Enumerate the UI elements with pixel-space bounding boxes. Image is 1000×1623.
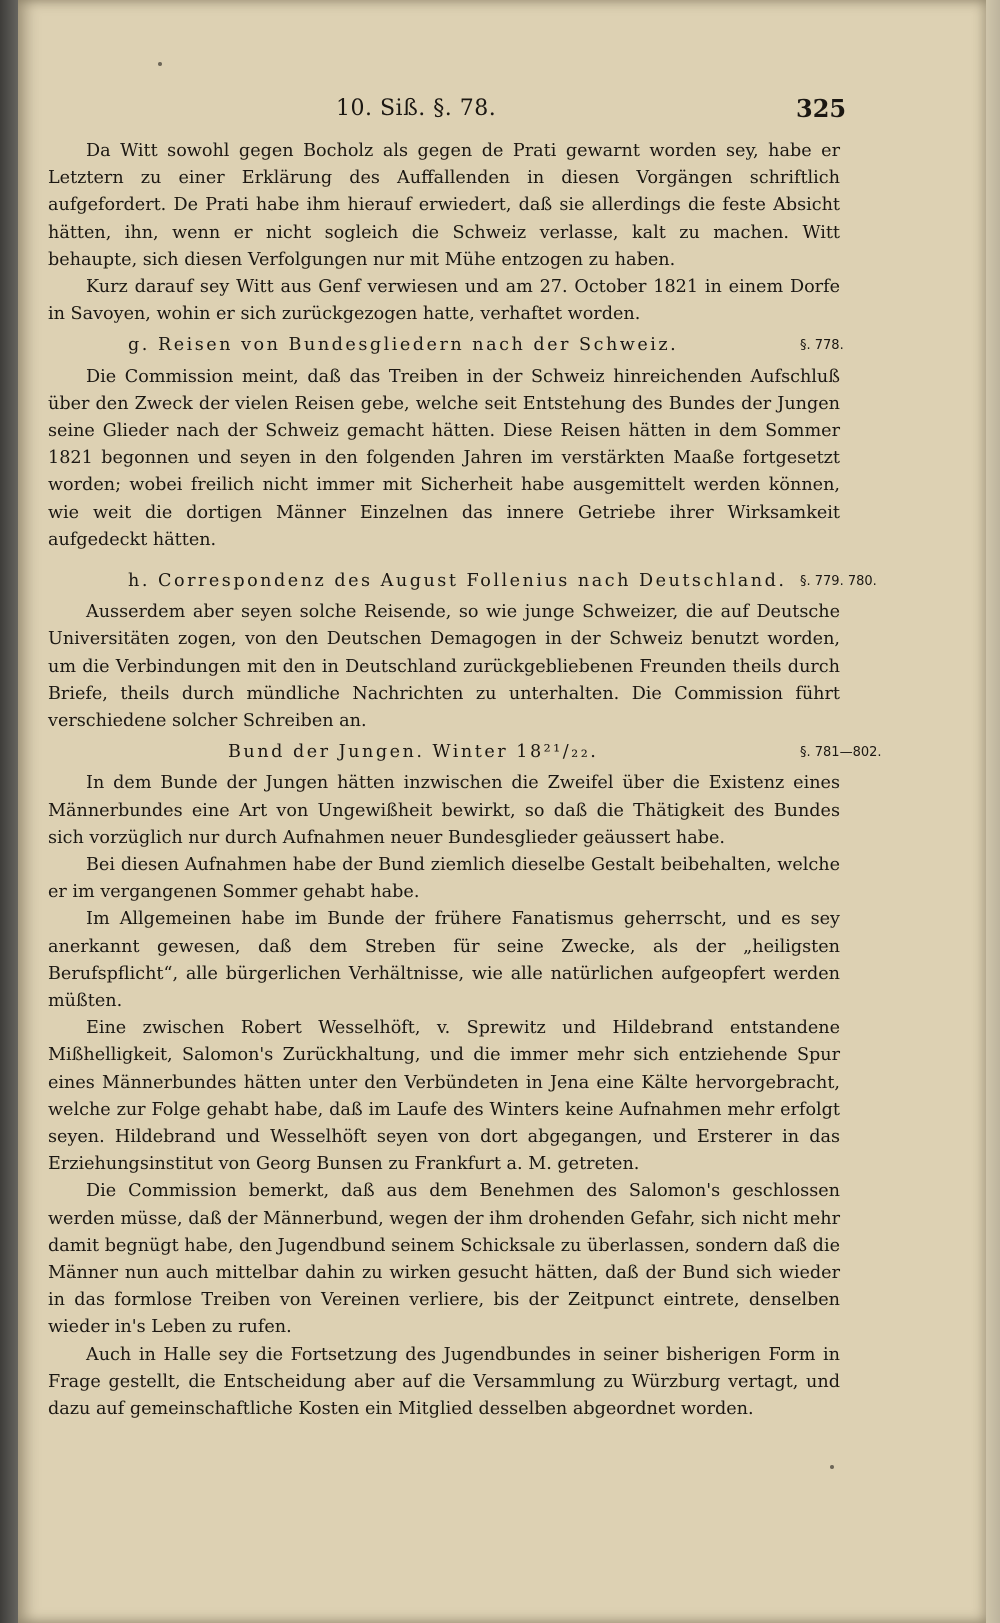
paragraph-reference: §. 779. 780. <box>800 574 877 590</box>
scan-speck <box>158 62 162 66</box>
paragraph: Ausserdem aber seyen solche Reisende, so wie junge Schweizer, die auf Deutsche Universitäten zogen, von den Deutschen Demagogen in der Schweiz benutzt worden, um die Verbindungen mit den in Deutschland zurückgebliebenen Freunden theils durch Briefe, theils durch mündliche Nachrichten zu unterhalten. Die Commission führt verschiedene solcher Schreiben an. <box>48 602 840 732</box>
section-header: 10. Siß. §. 78. <box>336 96 497 121</box>
block-spacer <box>48 554 840 564</box>
paragraph: Die Commission bemerkt, daß aus dem Benehmen des Salomon's geschlossen werden müsse, daß der Männerbund, wegen der ihm drohenden Gefahr, sich nicht mehr damit begnügt habe, den Jugendbund seinem Schicksale zu überlassen, sondern daß die Männer nun auch mittelbar dahin zu wirken gesucht hätten, daß der Bund sich wieder in das formlose Treiben von Vereinen verliere, bis der Zeitpunct eintrete, denselben wieder in's Leben zu rufen. <box>48 1181 840 1338</box>
section-heading <box>48 739 882 766</box>
section-heading-text: g. Reisen von Bundesgliedern nach der Schweiz. <box>128 335 679 356</box>
running-head <box>18 96 986 126</box>
paragraph: Im Allgemeinen habe im Bunde der frühere Fanatismus geherrscht, und es sey anerkannt gewesen, daß dem Streben für seine Zwecke, als der „heiligsten Berufspflicht“, alle bürgerlichen Verhältnisse, wie alle natürlichen aufgeopfert werden müßten. <box>48 909 840 1012</box>
paragraph-reference: §. 778. <box>800 338 844 354</box>
section-heading <box>48 568 877 595</box>
section-heading-text: h. Correspondenz des August Follenius nach Deutschland. <box>128 571 787 592</box>
paragraph: Eine zwischen Robert Wesselhöft, v. Sprewitz und Hildebrand entstandene Mißhelligkeit, Salomon's Zurückhaltung, und die immer mehr sich entziehende Spur eines Männerbundes hätten unter den Verbündeten in Jena eine Kälte hervorgebracht, welche zur Folge gehabt habe, daß im Laufe des Winters keine Aufnahmen mehr erfolgt seyen. Hildebrand und Wesselhöft seyen von dort abgegangen, und Ersterer in das Erziehungsinstitut von Georg Bunsen zu Frankfurt a. M. getreten. <box>48 1018 840 1175</box>
paragraph-reference: §. 781—802. <box>800 745 882 761</box>
paragraph: In dem Bunde der Jungen hätten inzwischen die Zweifel über die Existenz eines Männerbundes eine Art von Ungewißheit bewirkt, so daß die Thätigkeit des Bundes sich vorzüglich nur durch Aufnahmen neuer Bundesglieder geäussert habe. <box>48 773 840 848</box>
paragraph: Die Commission meint, daß das Treiben in der Schweiz hinreichenden Aufschluß über den Zweck der vielen Reisen gebe, welche seit Entstehung des Bundes der Jungen seine Glieder nach der Schweiz gemacht hätten. Diese Reisen hätten in dem Sommer 1821 begonnen und seyen in den folgenden Jahren im verstärkten Maaße fortgesetzt worden; wobei freilich nicht immer mit Sicherheit habe ausgemittelt werden können, wie weit die dortigen Männer Einzelnen das innere Getriebe ihrer Wirksamkeit aufgedeckt hätten. <box>48 366 840 550</box>
paragraph: Bei diesen Aufnahmen habe der Bund ziemlich dieselbe Gestalt beibehalten, welche er im vergangenen Sommer gehabt habe. <box>48 855 840 903</box>
paragraph: Kurz darauf sey Witt aus Genf verwiesen und am 27. October 1821 in einem Dorfe in Savoyen, wohin er sich zurückgezogen hatte, verhaftet worden. <box>48 277 840 325</box>
paragraph: Auch in Halle sey die Fortsetzung des Jugendbundes in seiner bisherigen Form in Frage gestellt, die Entscheidung aber auf die Versammlung zu Würzburg vertagt, und dazu auf gemeinschaftliche Kosten ein Mitglied desselben abgeordnet worden. <box>48 1344 840 1420</box>
section-heading-text: Bund der Jungen. Winter 18²¹/₂₂. <box>228 742 599 763</box>
section-heading <box>48 332 844 359</box>
scan-speck <box>830 1465 834 1469</box>
page-edge <box>986 0 1000 1623</box>
paragraph: Da Witt sowohl gegen Bocholz als gegen de Prati gewarnt worden sey, habe er Letztern zu einer Erklärung des Auffallenden in diesen Vorgängen schriftlich aufgefordert. De Prati habe ihm hierauf erwiedert, daß sie allerdings die feste Absicht hätten, ihn, wenn er nicht sogleich die Schweiz verlasse, kalt zu machen. Witt behaupte, sich diesen Verfolgungen nur mit Mühe entzogen zu haben. <box>48 141 840 270</box>
body-text <box>48 138 882 1423</box>
book-page <box>18 0 986 1623</box>
page-number: 325 <box>796 94 847 123</box>
